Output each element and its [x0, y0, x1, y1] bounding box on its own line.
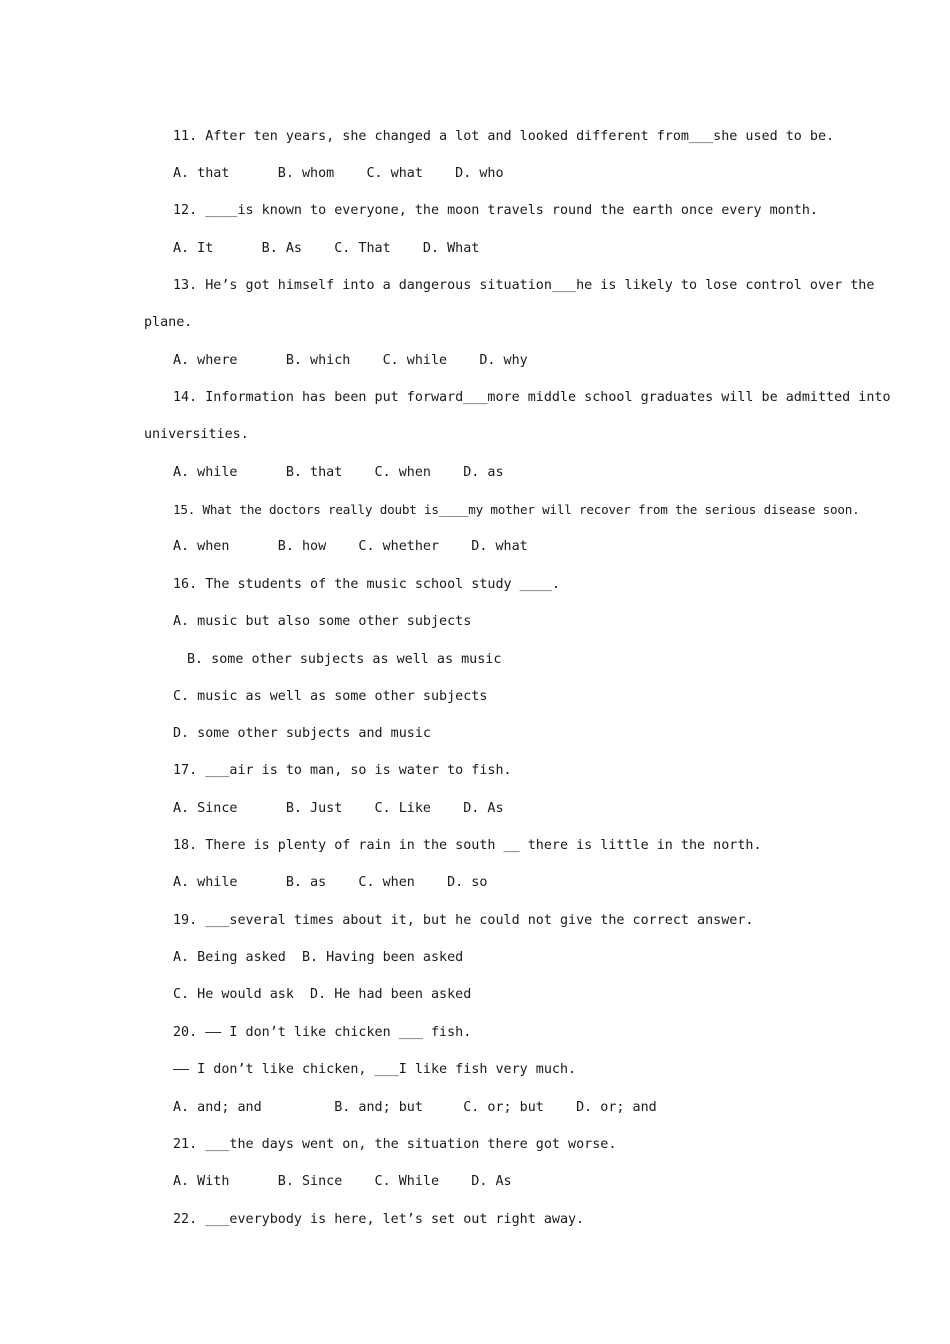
- options-11: A. that B. whom C. what D. who: [173, 166, 504, 181]
- options-15: A. when B. how C. whether D. what: [173, 539, 528, 554]
- options-12: A. It B. As C. That D. What: [173, 241, 480, 256]
- options-14: A. while B. that C. when D. as: [173, 465, 504, 480]
- question-12: 12. ____is known to everyone, the moon travels round the earth once every month.: [173, 203, 818, 218]
- question-14-continued: universities.: [144, 427, 249, 442]
- question-21: 21. ___the days went on, the situation there got worse.: [173, 1137, 617, 1152]
- question-17: 17. ___air is to man, so is water to fish.: [173, 763, 512, 778]
- question-22: 22. ___everybody is here, let’s set out right away.: [173, 1212, 585, 1227]
- question-16: 16. The students of the music school study ____.: [173, 577, 560, 592]
- option-16-c: C. music as well as some other subjects: [173, 689, 488, 704]
- options-17: A. Since B. Just C. Like D. As: [173, 801, 504, 816]
- options-19-ab: A. Being asked B. Having been asked: [173, 950, 464, 965]
- options-13: A. where B. which C. while D. why: [173, 353, 528, 368]
- options-19-cd: C. He would ask D. He had been asked: [173, 987, 472, 1002]
- question-13-continued: plane.: [144, 315, 193, 330]
- question-20: 20. —— I don’t like chicken ___ fish.: [173, 1025, 472, 1040]
- options-21: A. With B. Since C. While D. As: [173, 1174, 512, 1189]
- option-16-d: D. some other subjects and music: [173, 726, 431, 741]
- options-20: A. and; and B. and; but C. or; but D. or; and: [173, 1100, 657, 1115]
- option-16-b: B. some other subjects as well as music: [187, 652, 502, 667]
- options-18: A. while B. as C. when D. so: [173, 875, 488, 890]
- question-19: 19. ___several times about it, but he could not give the correct answer.: [173, 913, 754, 928]
- question-15: 15. What the doctors really doubt is____my mother will recover from the serious disease soon.: [173, 502, 860, 517]
- question-13: 13. He’s got himself into a dangerous situation___he is likely to lose control over the: [173, 278, 875, 293]
- question-14: 14. Information has been put forward___more middle school graduates will be admitted into: [173, 390, 891, 405]
- question-20-reply: —— I don’t like chicken, ___I like fish very much.: [173, 1062, 577, 1077]
- question-18: 18. There is plenty of rain in the south __ there is little in the north.: [173, 838, 762, 853]
- question-11: 11. After ten years, she changed a lot and looked different from___she used to be.: [173, 129, 835, 144]
- option-16-a: A. music but also some other subjects: [173, 614, 472, 629]
